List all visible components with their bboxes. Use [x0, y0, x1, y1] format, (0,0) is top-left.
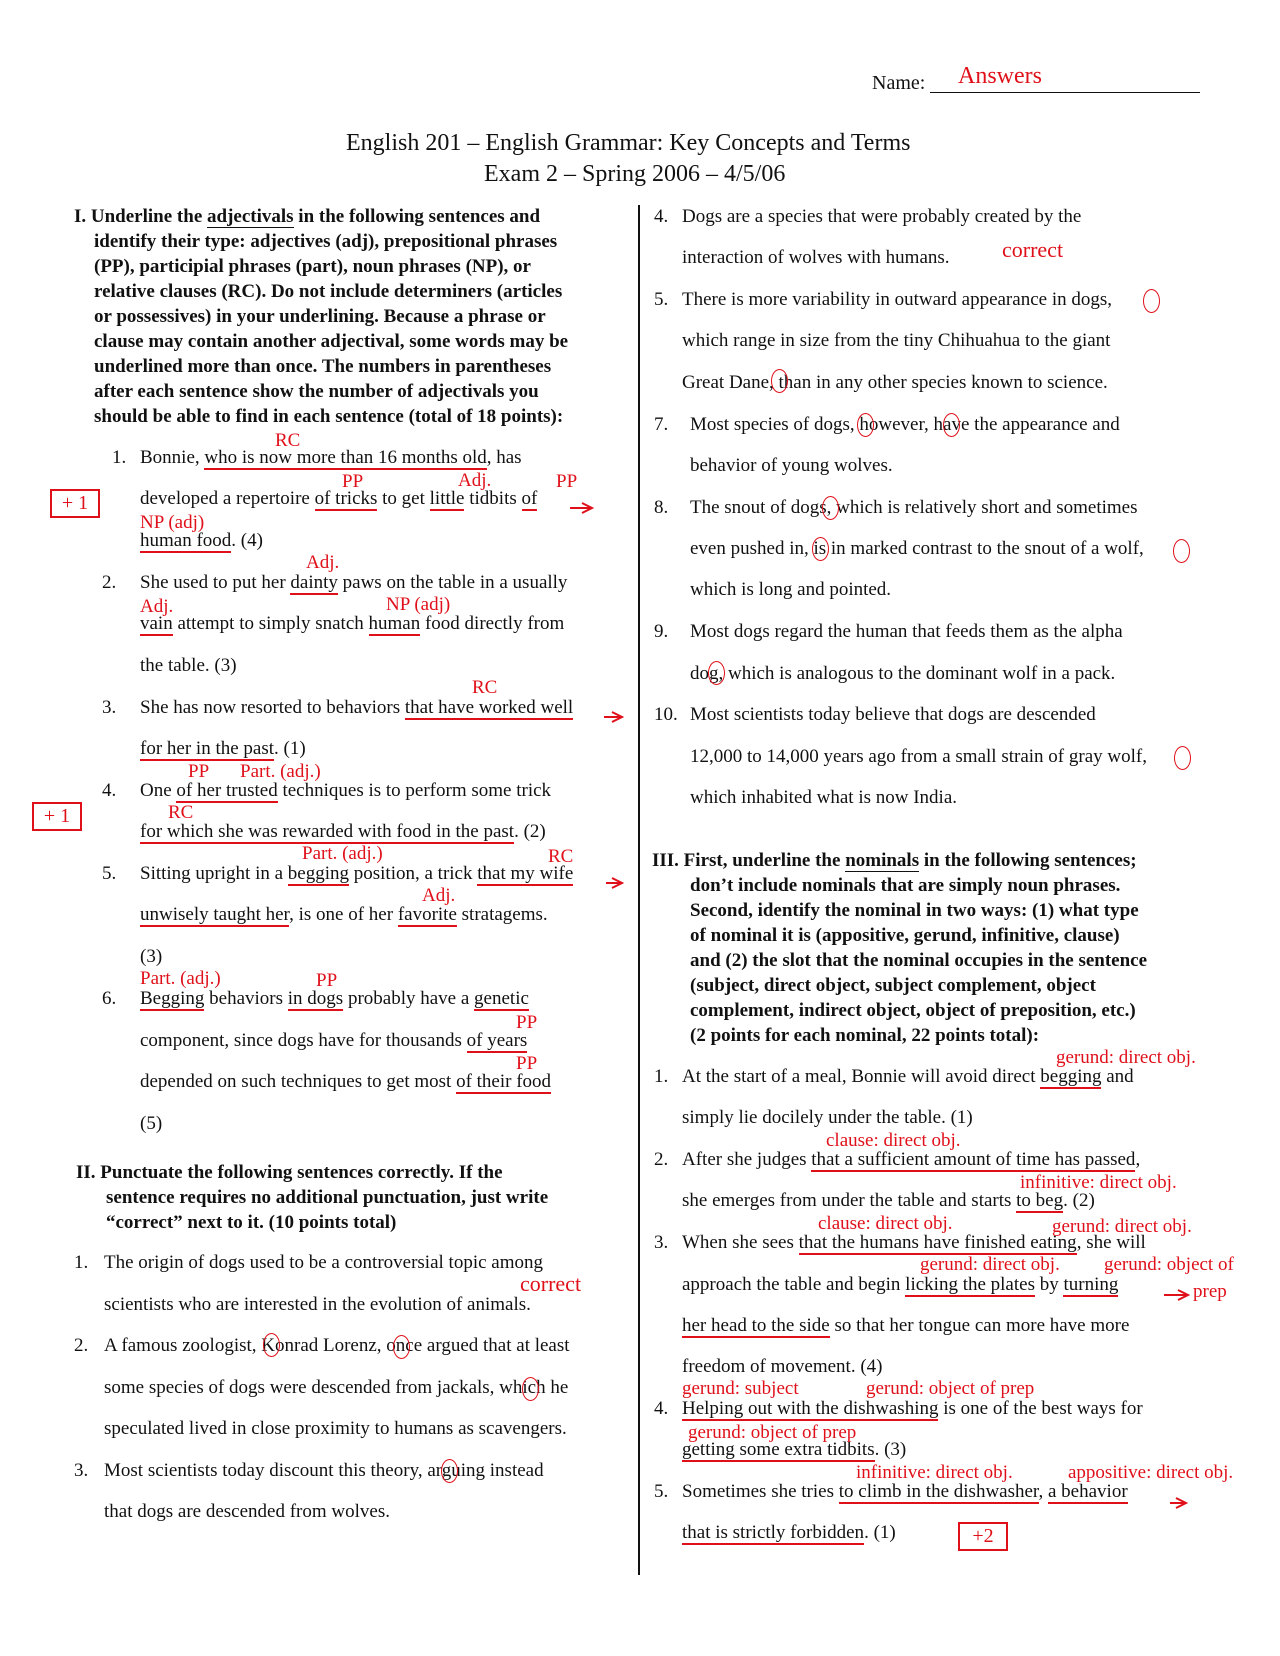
sentence-line: behavior of young wolves. [690, 455, 893, 476]
mark-label: Adj. [458, 470, 492, 491]
mark-label: NP (adj) [386, 594, 451, 615]
sentence-line: A famous zoologist, Konrad Lorenz, once argued that at least [104, 1335, 570, 1356]
mark-label: gerund: subject [682, 1378, 799, 1399]
sentence-line: getting some extra tidbits. (3) [682, 1439, 907, 1460]
sentence-line: developed a repertoire of tricks to get little tidbits of [140, 488, 538, 509]
section1-instructions: clause may contain another adjectival, some words may be [94, 331, 569, 352]
mark-label: Part. (adj.) [140, 968, 221, 989]
section1-instructions: (PP), participial phrases (part), noun phrases (NP), or [94, 256, 531, 277]
score-box: +2 [958, 1522, 1008, 1551]
sentence-line: When she sees that the humans have finished eating, she will [682, 1232, 1146, 1253]
mark-label: RC [472, 677, 498, 698]
section3-instructions: Second, identify the nominal in two ways: (1) what type [690, 900, 1139, 921]
exam-title: English 201 – English Grammar: Key Concepts and Terms [346, 130, 911, 156]
item-number: 8. [654, 497, 669, 518]
item-number: 3. [74, 1460, 89, 1481]
section1-instructions: I. Underline the adjectivals in the following sentences and [74, 206, 541, 227]
mark-label: Part. (adj.) [240, 761, 321, 782]
item-number: 6. [102, 988, 117, 1009]
sentence-line: scientists who are interested in the evolution of animals. [104, 1294, 531, 1315]
sentence-line: She has now resorted to behaviors that have worked well [140, 697, 574, 718]
sentence-line: for her in the past. (1) [140, 738, 306, 759]
item-number: 5. [102, 863, 117, 884]
mark-label: RC [275, 430, 301, 451]
mark-label: Adj. [306, 552, 340, 573]
sentence-line: dog, which is analogous to the dominant wolf in a pack. [690, 663, 1116, 684]
mark-label: clause: direct obj. [818, 1213, 953, 1234]
mark-label: appositive: direct obj. [1068, 1462, 1234, 1483]
mark-label: RC [548, 846, 574, 867]
sentence-line: depended on such techniques to get most of their food [140, 1071, 552, 1092]
sentence-line: Helping out with the dishwashing is one of the best ways for [682, 1398, 1143, 1419]
section1-instructions: after each sentence show the number of adjectivals you [94, 381, 539, 402]
item-number: 7. [654, 414, 669, 435]
sentence-line: speculated lived in close proximity to humans as scavengers. [104, 1418, 567, 1439]
score-box: + 1 [50, 489, 100, 518]
item-number: 4. [654, 1398, 669, 1419]
mark-label: PP [342, 471, 364, 492]
item-number: 1. [654, 1066, 669, 1087]
sentence-line: There is more variability in outward appearance in dogs, [682, 289, 1112, 310]
item-number: 3. [102, 697, 117, 718]
sentence-line: which is long and pointed. [690, 579, 892, 600]
sentence-line: she emerges from under the table and starts to beg. (2) [682, 1190, 1095, 1211]
sentence-line: Sometimes she tries to climb in the dishwasher, a behavior [682, 1481, 1128, 1502]
item-number: 2. [654, 1149, 669, 1170]
section1-instructions: relative clauses (RC). Do not include determiners (articles [94, 281, 563, 302]
mark-label: gerund: direct obj. [920, 1254, 1060, 1275]
section3-instructions: (2 points for each nominal, 22 points total): [690, 1025, 1040, 1046]
sentence-line: component, since dogs have for thousands of years [140, 1030, 528, 1051]
mark-label: gerund: object of prep [866, 1378, 1035, 1399]
section3-instructions: of nominal it is (appositive, gerund, infinitive, clause) [690, 925, 1120, 946]
sentence-line: her head to the side so that her tongue can more have more [682, 1315, 1130, 1336]
mark-label: PP [556, 471, 578, 492]
mark-label: correct [520, 1271, 582, 1296]
sentence-line: which inhabited what is now India. [690, 787, 958, 808]
item-number: 2. [102, 572, 117, 593]
sentence-line: Bonnie, who is now more than 16 months old, has [140, 447, 522, 468]
mark-label: PP [188, 761, 210, 782]
mark-label: gerund: object of prep [688, 1422, 857, 1443]
item-number: 4. [654, 206, 669, 227]
mark-label: clause: direct obj. [826, 1130, 961, 1151]
section1-instructions: underlined more than once. The numbers in parentheses [94, 356, 552, 377]
sentence-line: 12,000 to 14,000 years ago from a small strain of gray wolf, [690, 746, 1147, 767]
item-number: 2. [74, 1335, 89, 1356]
sentence-line: interaction of wolves with humans. [682, 247, 950, 268]
item-number: 1. [112, 447, 127, 468]
mark-label: Adj. [140, 596, 174, 617]
item-number: 5. [654, 1481, 669, 1502]
sentence-line: which range in size from the tiny Chihuahua to the giant [682, 330, 1111, 351]
sentence-line: Most species of dogs, however, have the appearance and [690, 414, 1120, 435]
sentence-line: Most scientists today believe that dogs are descended [690, 704, 1096, 725]
mark-label: Adj. [422, 885, 456, 906]
mark-label: prep [1193, 1281, 1227, 1302]
sentence-line: for which she was rewarded with food in the past. (2) [140, 821, 546, 842]
item-number: 4. [102, 780, 117, 801]
sentence-line: vain attempt to simply snatch human food directly from [140, 613, 565, 634]
sentence-line: simply lie docilely under the table. (1) [682, 1107, 973, 1128]
section1-instructions: should be able to find in each sentence (total of 18 points): [94, 406, 564, 427]
mark-label: Part. (adj.) [302, 843, 383, 864]
mark-label: infinitive: direct obj. [856, 1462, 1013, 1483]
section2-instructions: sentence requires no additional punctuation, just write [106, 1187, 549, 1208]
item-number: 3. [654, 1232, 669, 1253]
section3-instructions: complement, indirect object, object of preposition, etc.) [690, 1000, 1136, 1021]
name-value: Answers [958, 63, 1042, 89]
sentence-line: The origin of dogs used to be a controversial topic among [104, 1252, 544, 1273]
sentence-line: At the start of a meal, Bonnie will avoid direct begging and [682, 1066, 1134, 1087]
name-label: Name: [872, 72, 926, 94]
sentence-line: approach the table and begin licking the plates by turning [682, 1274, 1119, 1295]
section2-instructions: II. Punctuate the following sentences correctly. If the [76, 1162, 503, 1183]
mark-label: PP [516, 1053, 538, 1074]
mark-label: gerund: object of [1104, 1254, 1234, 1275]
sentence-line: After she judges that a sufficient amount of time has passed, [682, 1149, 1141, 1170]
mark-label: PP [516, 1012, 538, 1033]
sentence-line: the table. (3) [140, 655, 237, 676]
sentence-line: some species of dogs were descended from jackals, which he [104, 1377, 569, 1398]
sentence-line: that dogs are descended from wolves. [104, 1501, 390, 1522]
section3-instructions: and (2) the slot that the nominal occupies in the sentence [690, 950, 1148, 971]
section3-instructions: (subject, direct object, subject complement, object [690, 975, 1096, 996]
item-number: 9. [654, 621, 669, 642]
item-number: 10. [654, 704, 678, 725]
sentence-line: Most dogs regard the human that feeds them as the alpha [690, 621, 1123, 642]
mark-label: correct [1002, 237, 1064, 262]
sentence-line: One of her trusted techniques is to perform some trick [140, 780, 552, 801]
mark-label: gerund: direct obj. [1056, 1047, 1196, 1068]
sentence-line: The snout of dogs, which is relatively short and sometimes [690, 497, 1138, 518]
section1-instructions: identify their type: adjectives (adj), prepositional phrases [94, 231, 558, 252]
sentence-line: Most scientists today discount this theory, arguing instead [104, 1460, 544, 1481]
item-number: 1. [74, 1252, 89, 1273]
score-box: + 1 [32, 802, 82, 831]
section1-instructions: or possessives) in your underlining. Because a phrase or [94, 306, 546, 327]
sentence-line: unwisely taught her, is one of her favorite stratagems. [140, 904, 548, 925]
sentence-line: human food. (4) [140, 530, 263, 551]
sentence-line: Sitting upright in a begging position, a trick that my wife [140, 863, 574, 884]
sentence-line: She used to put her dainty paws on the table in a usually [140, 572, 568, 593]
section3-instructions: don’t include nominals that are simply noun phrases. [690, 875, 1121, 896]
mark-label: infinitive: direct obj. [1020, 1172, 1177, 1193]
mark-label: gerund: direct obj. [1052, 1216, 1192, 1237]
mark-label: NP (adj) [140, 512, 205, 533]
mark-label: RC [168, 802, 194, 823]
sentence-line: Begging behaviors in dogs probably have a genetic [140, 988, 529, 1009]
sentence-line: Great Dane, than in any other species known to science. [682, 372, 1108, 393]
exam-subtitle: Exam 2 – Spring 2006 – 4/5/06 [484, 161, 786, 187]
sentence-line: (3) [140, 946, 163, 967]
sentence-line: (5) [140, 1113, 163, 1134]
sentence-line: that is strictly forbidden. (1) [682, 1522, 896, 1543]
section2-instructions: “correct” next to it. (10 points total) [106, 1212, 397, 1233]
section3-instructions: III. First, underline the nominals in the following sentences; [652, 850, 1137, 871]
mark-label: PP [316, 970, 338, 991]
sentence-line: even pushed in, is in marked contrast to the snout of a wolf, [690, 538, 1144, 559]
item-number: 5. [654, 289, 669, 310]
sentence-line: freedom of movement. (4) [682, 1356, 883, 1377]
sentence-line: Dogs are a species that were probably created by the [682, 206, 1082, 227]
